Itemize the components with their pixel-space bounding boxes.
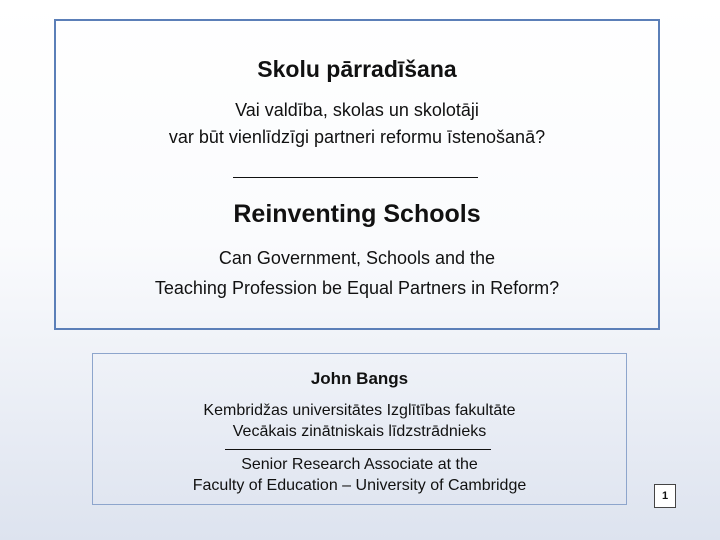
title-box — [54, 19, 660, 330]
english-subtitle-line-2: Teaching Profession be Equal Partners in Reform? — [154, 278, 560, 298]
affiliation-latvian-line-2: Vecākais zinātniskais līdzstrādnieks — [232, 423, 487, 440]
slide-number: 1 — [654, 484, 676, 508]
affiliation-english — [93, 454, 626, 496]
affiliation-english-line-1: Senior Research Associate at the — [241, 456, 478, 473]
latvian-subtitle — [56, 97, 658, 151]
affiliation-english-line-2: Faculty of Education – University of Cambridge — [192, 477, 527, 494]
english-subtitle-line-1: Can Government, Schools and the — [218, 248, 496, 268]
english-title: Reinventing Schools — [233, 200, 481, 228]
author-name: John Bangs — [310, 369, 409, 388]
author-box — [92, 353, 627, 505]
latvian-title: Skolu pārradīšana — [257, 56, 457, 82]
affiliation-latvian — [93, 400, 626, 442]
english-subtitle — [56, 243, 658, 303]
latvian-subtitle-line-1: Vai valdība, skolas un skolotāji — [235, 100, 479, 120]
title-divider — [233, 177, 478, 178]
latvian-subtitle-line-2: var būt vienlīdzīgi partneri reformu īstenošanā? — [168, 127, 546, 147]
affiliation-divider — [225, 449, 491, 450]
affiliation-latvian-line-1: Kembridžas universitātes Izglītības fakultāte — [203, 402, 516, 419]
